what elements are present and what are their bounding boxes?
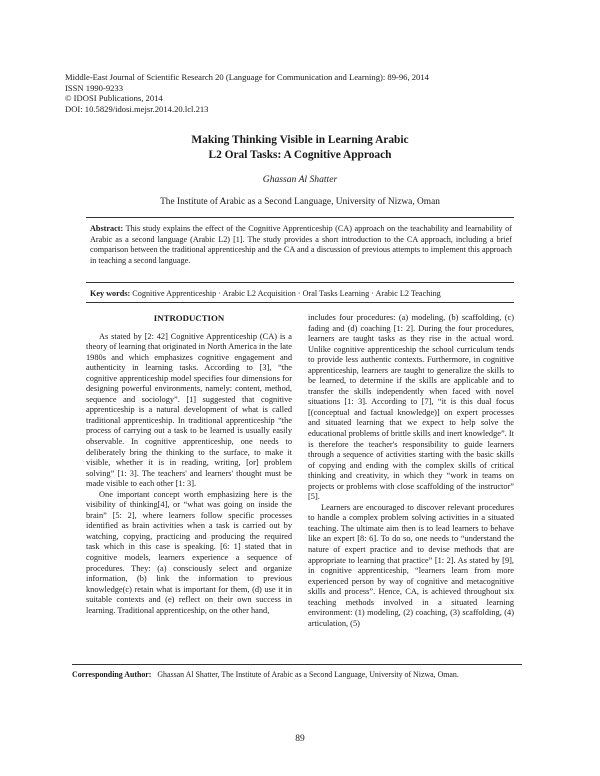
page-number: 89	[295, 734, 305, 744]
abstract-top-rule	[86, 217, 514, 218]
abstract-label: Abstract:	[90, 224, 124, 233]
article-title	[60, 133, 540, 163]
right-paragraph: includes four procedures: (a) modeling, (b) scaffolding, (c) fading and (d) coaching [1: 2]. During the four procedures, learners are taught tasks as they rise in the actual word. Unlike cognitive apprenticeship the school curriculum tends to provide less authentic contexts. Furthermore, in cognitive apprenticeship, learners are taught to generalize the skills to be learned, to determine if the skills are applicable and to transfer the skills independently when faced with novel situations [1: 3]. According to [7], “it is this dual focus [(conceptual and factual knowledge)] on expert processes and situated learning that we expect to help solve the educational problems of brittle skills and inert knowledge”. It is therefore the teacher's responsibility to guide learners through a sequence of activities starting with the basic skills of copying and ending with the complex skills of critical thinking and creativity, in which they “work in teams on projects or problems with close scaffolding of the instructor” [5].	[308, 313, 514, 502]
footnote-label: Corresponding Author:	[72, 670, 152, 679]
journal-issn: ISSN 1990-9233	[65, 82, 124, 93]
keywords	[90, 289, 512, 298]
abstract	[90, 224, 512, 266]
right-paragraph: Learners are encouraged to discover relevant procedures to handle a complex problem solving activities in a situated teaching. The ultimate aim then is to lead learners to behave like an expert [8: 6]. To do so, one needs to “understand the nature of expert practice and to devise methods that are appropriate to learning that practice” [1: 2]. As stated by [9], in cognitive apprenticeship, “learners learn from more experienced person by way of cognitive and metacognitive skills and process”. Hence, CA, is achieved throughout six teaching methods involved in a situated learning environment: (1) modeling, (2) coaching, (3) scaffolding, (4) articulation, (5)	[308, 502, 514, 628]
keywords-label: Key words:	[90, 289, 131, 298]
article-affiliation: The Institute of Arabic as a Second Language, University of Nizwa, Oman	[160, 197, 440, 207]
keywords-text: Cognitive Apprenticeship · Arabic L2 Acquisition · Oral Tasks Learning · Arabic L2 Teaching	[130, 289, 441, 298]
journal-citation: Middle-East Journal of Scientific Research 20 (Language for Communication and Learning): 89-96, 2014	[65, 72, 429, 82]
journal-header	[65, 72, 545, 114]
article-title-line1: Making Thinking Visible in Learning Arabic	[191, 134, 409, 146]
corresponding-author-footnote	[72, 670, 522, 679]
footnote-rule	[72, 664, 522, 665]
abstract-bottom-rule	[86, 282, 514, 283]
journal-doi: DOI: 10.5829/idosi.mejsr.2014.20.lcl.213	[65, 103, 209, 114]
left-column	[86, 313, 292, 616]
section-heading-introduction: INTRODUCTION	[153, 313, 225, 323]
left-paragraph: As stated by [2: 42] Cognitive Apprenticeship (CA) is a theory of learning that originated in North America in the late 1980s and which emphasizes cognitive engagement and authenticity in learning tasks. According to [3], “the cognitive apprenticeship model specifies four dimensions for designing powerful environments, namely: content, method, sequence and sociology”. [1] suggested that cognitive apprenticeship is a natural development of what is called traditional apprenticeship. In traditional apprenticeship “the process of carrying out a task to be learned is usually easily observable. In cognitive apprenticeship, one needs to deliberately bring the thinking to the surface, to make it visible, whether it is in reading, writing, [or] problem solving” [1: 3]. The teachers' and learners' thought must be made visible to each other [1: 3].	[86, 331, 292, 489]
footnote-text: Ghassan Al Shatter, The Institute of Arabic as a Second Language, University of Nizwa, Oman.	[157, 670, 459, 679]
left-paragraph: One important concept worth emphasizing here is the visibility of thinking[4], or “what was going on inside the brain” [5: 2], where learners follow specific processes identified as brain activities when a task is carried out by watching, copying, practicing and producing the required task which in this case is speaking. [6: 1] stated that in cognitive models, learners experience a sequence of procedures. They: (a) consciously select and organize information, (b) link the information to previous knowledge(c) retain what is important for them, (d) use it in suitable contexts and (e) reflect on their own success in learning. Traditional apprenticeship, on the other hand,	[86, 489, 292, 615]
abstract-text: This study explains the effect of the Cognitive Apprenticeship (CA) approach on the teachability and learnability of Arabic as a second language (Arabic L2) [1]. The study provides a short introduction to the CA approach, including a brief comparison between the traditional apprenticeship and the CA and a discussion of previous attempts to implement this approach in teaching a second language.	[90, 224, 512, 265]
article-author: Ghassan Al Shatter	[262, 174, 338, 185]
article-title-line2: L2 Oral Tasks: A Cognitive Approach	[208, 149, 392, 161]
right-column	[308, 313, 514, 629]
keywords-bottom-rule	[86, 302, 514, 303]
journal-copyright: © IDOSI Publications, 2014	[65, 93, 163, 104]
